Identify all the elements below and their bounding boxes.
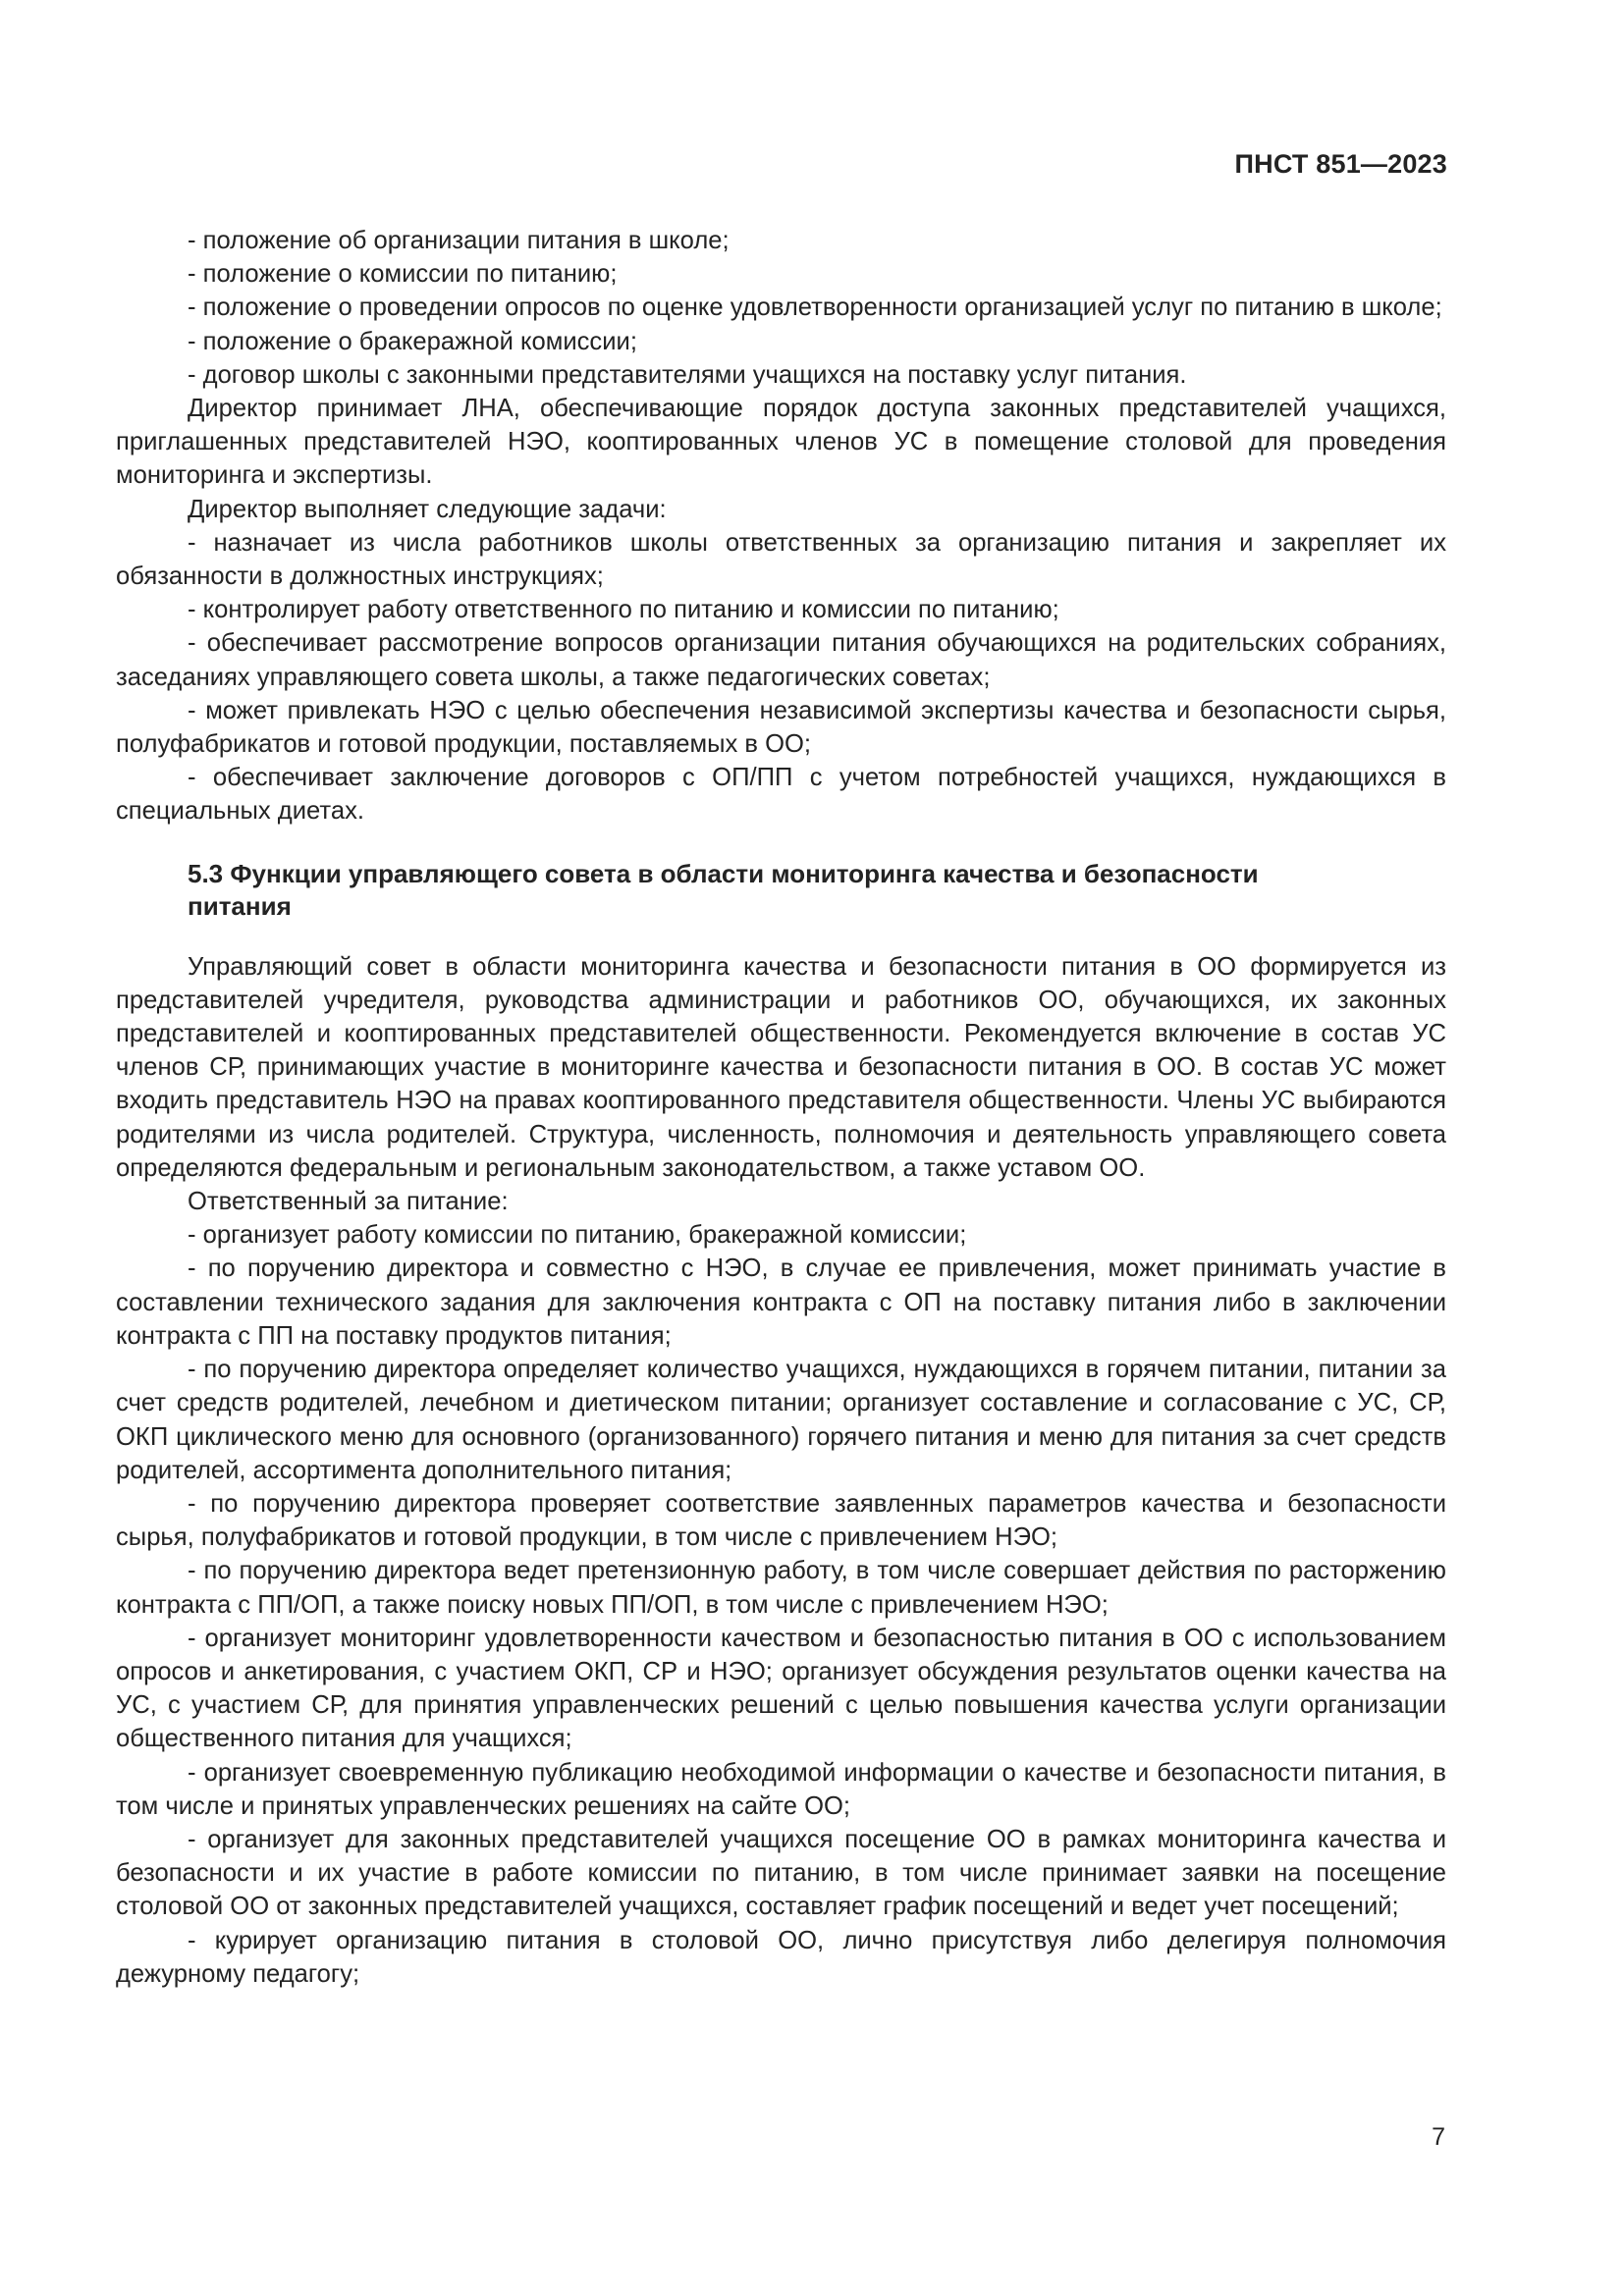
document-header-id: ПНСТ 851—2023 xyxy=(1234,149,1447,179)
paragraph: - курирует организацию питания в столовой ОО, лично присутствуя либо делегируя полномочия дежурному педагогу; xyxy=(116,1926,1446,1988)
paragraph: - обеспечивает рассмотрение вопросов организации питания обучающихся на родительских собраниях, заседаниях управляющего совета школы, а также педагогических советах; xyxy=(116,629,1446,691)
paragraph: Ответственный за питание: xyxy=(188,1188,509,1216)
paragraph: - организует мониторинг удовлетворенности качеством и безопасностью питания в ОО с использованием опросов и анкетирования, с участием ОКП, СР и НЭО; организует обсуждения результатов оценки качества на УС, с участием СР, для принятия управленческих решений с целью повышения качества услуги организации общественного питания для учащихся; xyxy=(116,1624,1446,1753)
paragraph: - по поручению директора и совместно с НЭО, в случае ее привлечения, может принимать участие в составлении технического задания для заключения контракта с ОП на поставку питания либо в заключении контракта с ПП на поставку продуктов питания; xyxy=(116,1255,1446,1350)
paragraph: - назначает из числа работников школы ответственных за организацию питания и закрепляет их обязанности в должностных инструкциях; xyxy=(116,528,1446,591)
section-heading: 5.3 Функции управляющего совета в области мониторинга качества и безопасности питания xyxy=(188,858,1259,921)
paragraph: - организует для законных представителей учащихся посещение ОО в рамках мониторинга качества и безопасности и их участие в работе комиссии по питанию, в том числе принимает заявки на посещение столовой ОО от законных представителей учащихся, составляет график посещений и ведет учет посещений; xyxy=(116,1825,1446,1921)
paragraph: - договор школы с законными представителями учащихся на поставку услуг питания. xyxy=(188,360,1187,389)
paragraph: - может привлекать НЭО с целью обеспечения независимой экспертизы качества и безопасности сырья, полуфабрикатов и готовой продукции, поставляемых в ОО; xyxy=(116,696,1446,759)
paragraph: Директор принимает ЛНА, обеспечивающие порядок доступа законных представителей учащихся, приглашенных представителей НЭО, кооптированных членов УС в помещение столовой для проведения мониторинга и экспертизы. xyxy=(116,395,1446,490)
paragraph: - по поручению директора проверяет соответствие заявленных параметров качества и безопасности сырья, полуфабрикатов и готовой продукции, в том числе с привлечением НЭО; xyxy=(116,1489,1446,1552)
paragraph: - обеспечивает заключение договоров с ОП/ПП с учетом потребностей учащихся, нуждающихся в специальных диетах. xyxy=(116,764,1446,826)
paragraph: - положение об организации питания в школе; xyxy=(188,227,730,254)
paragraph: - организует своевременную публикацию необходимой информации о качестве и безопасности питания, в том числе и принятых управленческих решениях на сайте ОО; xyxy=(116,1758,1446,1820)
document-body xyxy=(116,224,1446,1991)
paragraph: Управляющий совет в области мониторинга качества и безопасности питания в ОО формируется из представителей учредителя, руководства администрации и работников ОО, обучающихся, их законных представителей и кооптированных представителей общественности. Рекомендуется включение в состав УС членов СР, принимающих участие в мониторинге качества и безопасности питания в ОО. В состав УС может входить представитель НЭО на правах кооптированного представителя общественности. Члены УС выбираются родителями из числа родителей. Структура, численность, полномочия и деятельность управляющего совета определяются федеральным и региональным законодательством, а также уставом ОО. xyxy=(116,952,1446,1182)
paragraph: - положение о бракеражной комиссии; xyxy=(188,327,637,355)
paragraph: - положение о комиссии по питанию; xyxy=(188,260,618,289)
page-number: 7 xyxy=(1432,2123,1445,2151)
paragraph: - положение о проведении опросов по оценке удовлетворенности организацией услуг по питанию в школе; xyxy=(188,294,1442,322)
paragraph: - по поручению директора определяет количество учащихся, нуждающихся в горячем питании, питании за счет средств родителей, лечебном и диетическом питании; организует составление и согласование с УС, СР, ОКП циклического меню для основного (организованного) горячего питания и меню для питания за счет средств родителей, ассортимента дополнительного питания; xyxy=(116,1356,1446,1484)
paragraph: - организует работу комиссии по питанию, бракеражной комиссии; xyxy=(188,1221,967,1250)
paragraph: - по поручению директора ведет претензионную работу, в том числе совершает действия по расторжению контракта с ПП/ОП, а также поиску новых ПП/ОП, в том числе с привлечением НЭО; xyxy=(116,1557,1446,1619)
paragraph: - контролирует работу ответственного по питанию и комиссии по питанию; xyxy=(188,596,1059,624)
paragraph: Директор выполняет следующие задачи: xyxy=(188,495,667,523)
